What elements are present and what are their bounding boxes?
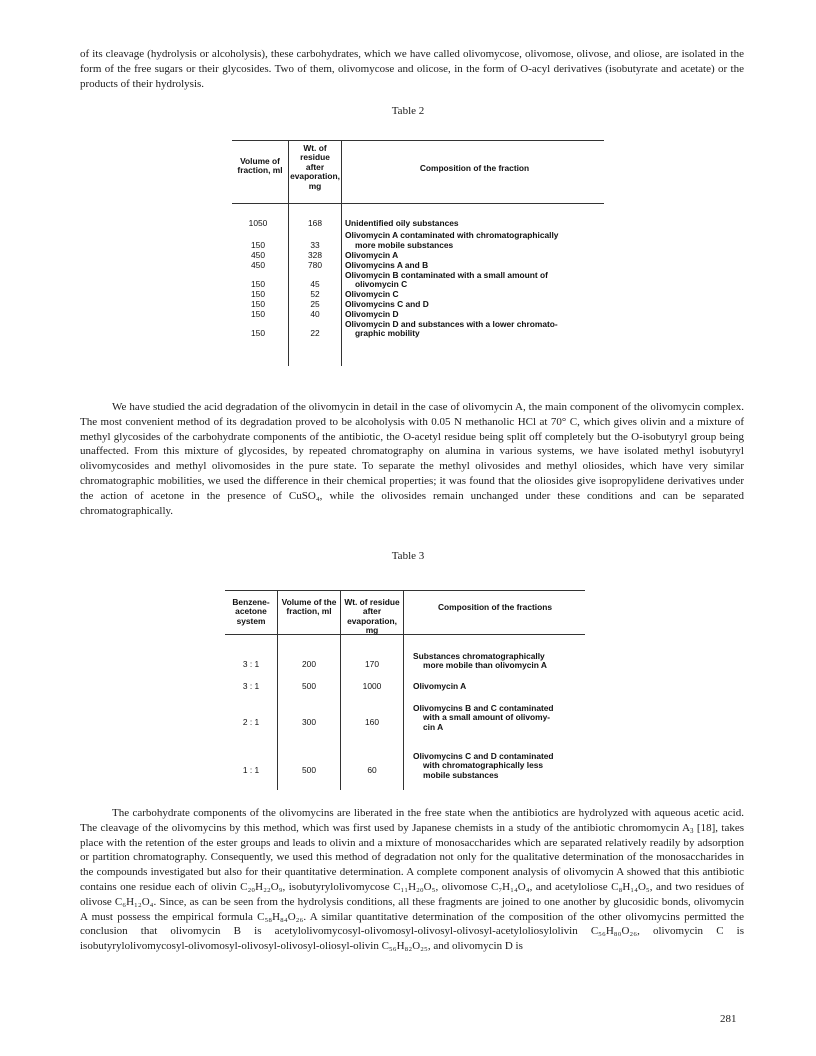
table3-cell-system: 3 : 1 [242, 681, 260, 691]
composition-line: cin A [423, 721, 444, 732]
table2-cell-weight: 45 [310, 278, 320, 289]
table3-col-divider-3 [403, 590, 404, 790]
table2-cell-weight: 52 [310, 288, 320, 299]
table2-cell-composition [345, 300, 607, 309]
text-run: , olivomycin C is isobutyrylolivomycosyl-olivomosyl-olivosyl-olivosyl-oliosyl-olivin [80, 925, 744, 953]
table2-caption: Table 2 [391, 105, 425, 117]
text-run: [18], takes place with the retention of the ester groups and leads to olivin and a mixture of monosaccharides which are separated relatively readily by adsorption or partition chromatography. Consequently, we used this method of degradation not only for the qualitative determination of the monosaccharides in the compounds investigated but also for their quantitative determination. A complete component analysis of olivomycin A showed that this antibiotic contains one residue each of olivin [80, 821, 744, 893]
table2-cell-weight: 780 [308, 259, 322, 270]
table3-cell-composition [413, 752, 585, 780]
table3-cell-system: 1 : 1 [242, 765, 260, 775]
table3-cell-system: 3 : 1 [242, 659, 260, 669]
text-run: , and two residues of olivose [80, 880, 744, 908]
table3-cell-volume: 300 [302, 717, 316, 727]
table2-cell-composition [345, 271, 607, 290]
table2-cell-volume: 150 [251, 239, 265, 250]
text-run: . A similar quantitative determination of the composition of the other olivomycins permitted the conclusion that olivomycin B is acetylolivomycosyl-olivomosyl-olivosyl-olivosyl-acetyloliosylolivin [80, 910, 744, 938]
table3-cell-weight: 160 [365, 717, 379, 727]
formula-olivin: C₂₀H₂₂O₉ [240, 880, 283, 893]
table3-cell-weight: 170 [365, 659, 379, 669]
table2-cell-volume: 150 [251, 298, 265, 309]
table2-col-divider-1 [288, 140, 289, 366]
table3-header-composition: Composition of the fractions [438, 602, 552, 612]
composition-line: Substances chromatographically [413, 651, 545, 661]
formula-acetyloliose: C₈H₁₄O₅ [611, 880, 650, 893]
composition-line: Olivomycin D [345, 308, 399, 319]
composition-line: more mobile substances [355, 239, 454, 250]
table2-cell-volume: 450 [251, 259, 265, 270]
paragraph-hydrolysis [80, 806, 744, 954]
table3-col-divider-1 [277, 590, 278, 790]
text-run: . Since, as can be seen from the hydrolysis conditions, all these fragments are joined to one another by glucosidic bonds, olivomycin A must possess the empirical formula [80, 895, 744, 923]
composition-line: mobile substances [423, 769, 499, 780]
composition-line: more mobile than olivomycin A [423, 660, 547, 671]
table3-cell-volume: 200 [302, 659, 316, 669]
composition-line: Olivomycin B contaminated with a small amount of [345, 269, 548, 280]
table2-cell-weight: 40 [310, 308, 320, 319]
table3-caption: Table 3 [391, 550, 425, 562]
text-run: , and acetyloliose [529, 880, 612, 893]
text-run: The carbohydrate components of the olivomycins are liberated in the free state when the antibiotics are hydrolyzed with aqueous acetic acid. The cleavage of the olivomycins by this method, which was first used by Japanese chemists in a study of the antibiotic chromomycin A [80, 807, 744, 834]
table2-col-divider-2 [341, 140, 342, 366]
formula-olivomycin-c: C₅₆H₈₂O₂₅ [381, 940, 428, 953]
composition-line: Olivomycins A and B [345, 259, 429, 270]
table3-cell-composition [413, 682, 585, 691]
composition-line: Olivomycins C and D contaminated [413, 751, 554, 761]
table3-col-divider-2 [340, 590, 341, 790]
formula-olivomycin-b: C₅₆H₈₀O₂₆ [590, 925, 638, 938]
table2-cell-weight: 33 [310, 239, 320, 250]
table2-cell-volume: 150 [251, 308, 265, 319]
formula-olivomose: C₇H₁₄O₄ [491, 880, 530, 893]
paragraph-acid-degradation: We have studied the acid degradation of the olivomycin in detail in the case of olivomycin A, the main component of the olivomycin complex. The most convenient method of its degradation proved to be alcoholysis with 0.05 N methanolic HCl at 70° C, which gives olivin and a mixture of methyl glycosides of the carbohydrate components of the antibiotic, the O-acetyl residue being split off completely but the O-isobutyryl group being unaffected. From this mixture of glycosides, by repeated chromatography on alumina in various systems, we have isolated methyl isobutyryl olivomycosides and methyl olivomosides in the pure state. To separate the methyl olivosides and methyl oliosides, which have very similar chromatographic mobilities, we used the difference in their chemical properties; it was found that the oliosides give isopropylidene derivatives under the action of acetone in the presence of CuSO₄, while the olivosides remain unchanged under these conditions and can be separated chromatographically. [80, 401, 744, 517]
subscript: 3 [690, 826, 694, 835]
composition-line: olivomycin C [355, 278, 408, 289]
table2-cell-composition [345, 261, 607, 270]
text-run: , olivomose [435, 880, 491, 893]
table2-cell-composition [345, 219, 607, 228]
table2-cell-weight: 328 [308, 249, 322, 260]
table2-cell-weight: 22 [310, 327, 320, 338]
table2-cell-weight: 168 [308, 218, 322, 228]
composition-line: with a small amount of olivomy- [423, 712, 551, 723]
table2-cell-composition [345, 290, 607, 299]
table3-top-rule [225, 590, 585, 591]
table2-cell-composition [345, 310, 607, 319]
text-run: , isobutyrylolivomycose [282, 880, 394, 893]
table2-cell-weight: 25 [310, 298, 320, 309]
table3-cell-composition [413, 652, 585, 671]
table3-cell-volume: 500 [302, 765, 316, 775]
table2-cell-volume: 1050 [248, 218, 268, 228]
formula-olivomycin-a: C₅₈H₈₄O₂₆ [257, 910, 304, 923]
table2-cell-volume: 150 [251, 288, 265, 299]
table3-header-volume: Volume of the fraction, ml [281, 597, 337, 617]
composition-line: Olivomycins C and D [345, 298, 429, 309]
table3-cell-weight: 1000 [362, 681, 382, 691]
table2-cell-volume: 150 [251, 327, 265, 338]
composition-line: Olivomycin D and substances with a lower chromato- [345, 318, 558, 329]
table2-header-weight: Wt. of residue after evaporation, mg [290, 143, 340, 191]
formula-isobutyrylolivomycose: C₁₁H₂₀O₅ [393, 880, 436, 893]
table2-cell-volume: 150 [251, 278, 265, 289]
table2-cell-volume: 450 [251, 249, 265, 260]
table2-header-volume: Volume of fraction, ml [237, 156, 283, 176]
table2-cell-composition [345, 231, 607, 250]
table2-cell-composition [345, 251, 607, 260]
table3-cell-system: 2 : 1 [242, 717, 260, 727]
composition-line: Olivomycin A [345, 249, 399, 260]
composition-line: Olivomycins B and C contaminated [413, 703, 554, 713]
table3-cell-composition [413, 704, 585, 732]
composition-line: Olivomycin A [413, 681, 467, 691]
formula-olivose: C₆H₁₂O₄ [114, 895, 154, 908]
paragraph-intro: of its cleavage (hydrolysis or alcoholysis), these carbohydrates, which we have called olivomycose, olivomose, olivose, and oliose, are isolated in the form of the free sugars or their glycosides. Two of them, olivomycose and olicose, in the form of O-acyl derivatives (isobutyrate and acetate) or the products of their hydrolysis. [80, 48, 744, 90]
composition-line: Olivomycin C [345, 288, 399, 299]
composition-line: graphic mobility [355, 327, 420, 338]
table3-header-system: Benzene-acetone system [232, 597, 270, 626]
table3-cell-weight: 60 [367, 765, 377, 775]
table2-cell-composition [345, 320, 607, 339]
table3-header-weight: Wt. of residue after evaporation, mg [344, 597, 400, 636]
composition-line: Olivomycin A contaminated with chromatographically [345, 230, 559, 241]
text-run: , and olivomycin D is [427, 940, 523, 953]
composition-line: Unidentified oily substances [345, 218, 459, 228]
table3-cell-volume: 500 [302, 681, 316, 691]
composition-line: with chromatographically less [423, 760, 544, 771]
table3-header-rule [225, 634, 585, 635]
table2-header-composition: Composition of the fraction [419, 163, 530, 173]
page-number: 281 [720, 1013, 737, 1025]
